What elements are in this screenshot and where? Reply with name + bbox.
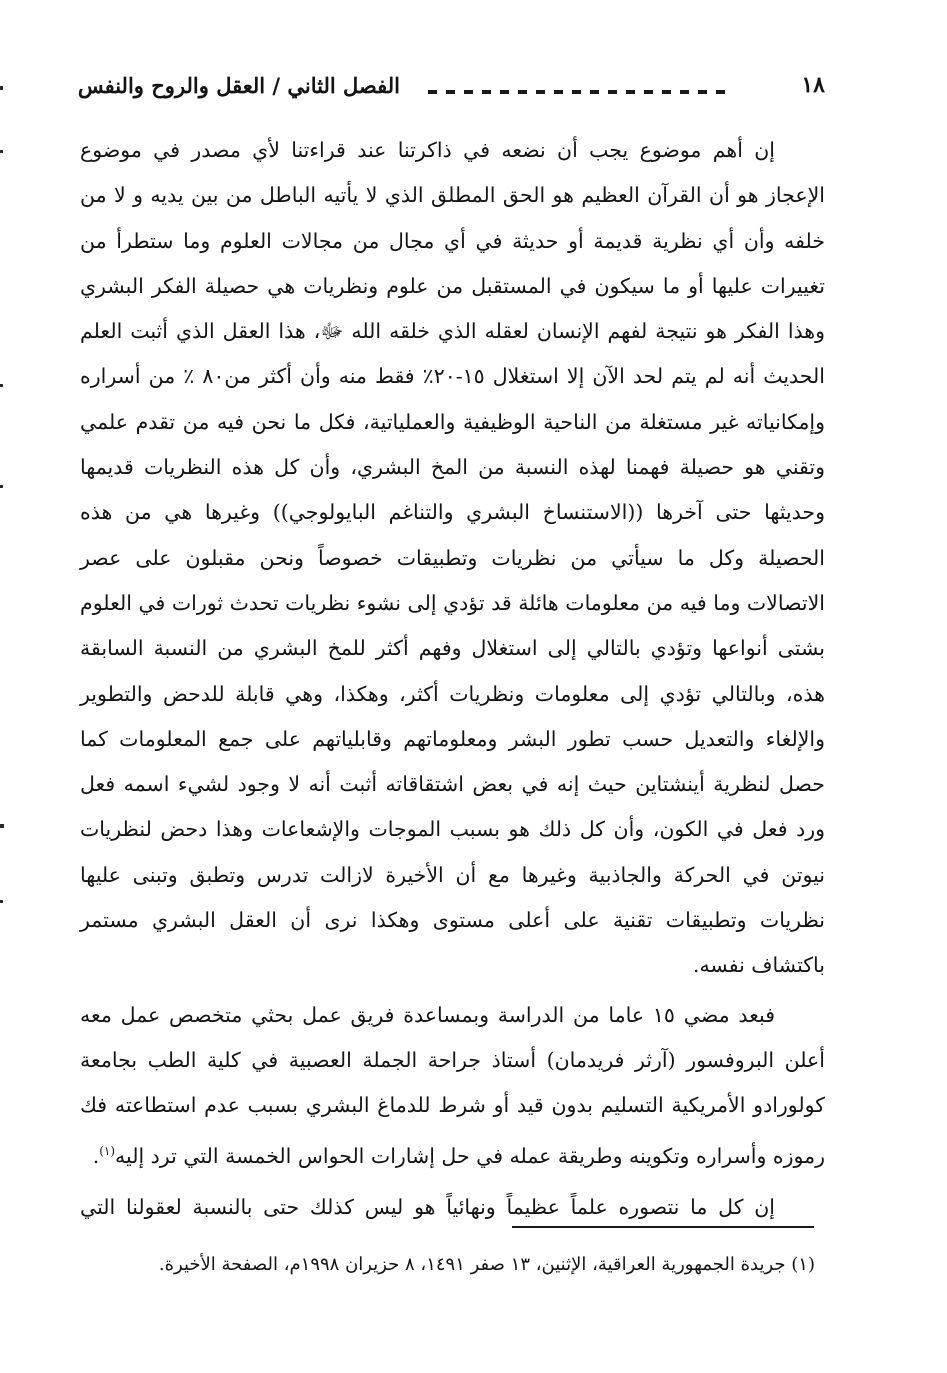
page-number: ١٨	[801, 72, 825, 98]
running-title: الفصل الثاني / العقل والروح والنفس	[77, 73, 400, 98]
scan-edge-mark	[0, 485, 3, 488]
scan-edge-mark	[0, 384, 3, 387]
footnote-reference[interactable]: (١)	[99, 1143, 116, 1158]
scan-edge-mark	[0, 150, 3, 153]
page-header	[77, 70, 825, 110]
paragraph-1: إن أهم موضوع يجب أن نضعه في ذاكرتنا عند قراءتنا لأي مصدر في موضوع الإعجاز هو أن القرآن العظيم هو الحق المطلق الذي لا يأتيه الباطل من بين يديه و لا من خلفه وأن أي نظرية قديمة أو حديثة في أي مجال من مجالات العلوم وما ستطرأ من تغييرات عليها أو ما سيكون في المستقبل من علوم ونظريات هي حصيلة الفكر البشري وهذا الفكر هو نتيجة لفهم الإنسان لعقله الذي خلقه الله ﷻ، هذا العقل الذي أثبت العلم الحديث أنه لم يتم لحد الآن إلا استغلال ١٥-٢٠٪ فقط منه وأن أكثر من٨٠ ٪ من أسراره وإمكانياته غير مستغلة من الناحية الوظيفية والعملياتية، فكل ما نحن فيه من تقدم علمي وتقني هو حصيلة فهمنا لهذه النسبة من المخ البشري، وأن كل هذه النظريات قديمها وحديثها حتى آخرها ((الاستنساخ البشري والتناغم البايولوجي)) وغيرها هي من هذه الحصيلة وكل ما سيأتي من نظريات وتطبيقات خصوصاً ونحن مقبلون على عصر الاتصالات وما فيه من معلومات هائلة قد تؤدي إلى نشوء نظريات تحدث ثورات في العلوم بشتى أنواعها وتؤدي بالتالي إلى استغلال وفهم أكثر للمخ البشري من النسبة السابقة هذه، وبالتالي تؤدي إلى معلومات ونظريات أكثر، وهكذا، وهي قابلة للدحض والتطوير والإلغاء والتعديل حسب تطور البشر ومعلوماتهم وقابلياتهم على جمع المعلومات كما حصل لنظرية أينشتاين حيث إنه في بعض اشتقاقاته أثبت أنه لا وجود لشيء اسمه فعل ورد فعل في الكون، وأن كل ذلك هو بسبب الموجات والإشعاعات وهذا دحض لنظريات نيوتن في الحركة والجاذبية وغيرها مع أن الأخيرة لازالت تدرس وتطبق وتبنى عليها نظريات وتطبيقات تقنية على أعلى مستوى وهكذا نرى أن العقل البشري مستمر باكتشاف نفسه.	[80, 138, 825, 978]
scan-edge-mark	[0, 824, 4, 828]
paragraph-2-end: .	[92, 1143, 100, 1168]
footnote: (١) جريدة الجمهورية العراقية، الإثنين، ١٣ صفر ١٤٩١، ٨ حزيران ١٩٩٨م، الصفحة الأخيرة.	[158, 1254, 815, 1275]
footnote-separator	[512, 1226, 814, 1228]
body-text	[80, 128, 825, 1230]
header-dash-rule	[428, 90, 728, 94]
paragraph-3: إن كل ما نتصوره علماً عظيماً ونهائياً هو ليس كذلك حتى بالنسبة لعقولنا التي	[80, 1194, 775, 1219]
scan-edge-mark	[0, 86, 3, 90]
scan-edge-mark	[0, 900, 3, 903]
paragraph-2	[80, 993, 825, 1179]
paragraph-2-text: فبعد مضي ١٥ عاما من الدراسة وبمساعدة فريق عمل بحثي متخصص عمل معه أعلن البروفسور (آرثر فريدمان) أستاذ جراحة الجملة العصبية في كلية الطب بجامعة كولورادو الأمريكية التسليم بدون قيد أو شرط للدماغ البشري بسبب عدم استطاعته فك رموزه وأسراره وتكوينه وطريقة عمله في حل إشارات الحواس الخمسة التي ترد إليه	[80, 1002, 825, 1168]
